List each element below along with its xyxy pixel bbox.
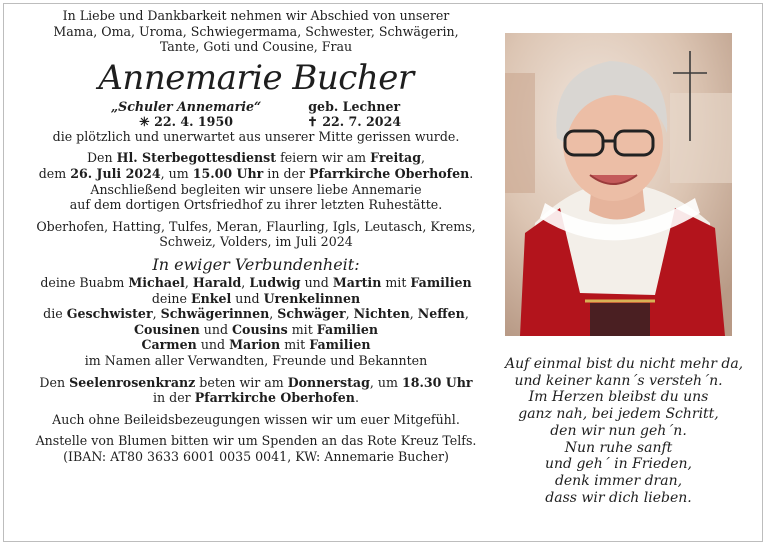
poem-line: dass wir dich lieben. <box>545 489 692 506</box>
portrait-photo <box>505 33 732 336</box>
deceased-name: Annemarie Bucher <box>98 57 414 98</box>
intro-line: Tante, Goti und Cousine, Frau <box>159 39 353 55</box>
poem <box>505 356 744 506</box>
nickname: „Schuler Annemarie“ <box>110 98 262 114</box>
poem-line: denk immer dran, <box>554 472 683 489</box>
birth-name: geb. Lechner <box>308 98 401 114</box>
death-date: ✝ 22. 7. 2024 <box>307 113 402 129</box>
poem-line: den wir nun geh´n. <box>550 422 687 439</box>
funeral-line-3: Anschließend begleiten wir unsere liebe Annemarie <box>90 181 422 197</box>
portrait-image <box>505 33 732 336</box>
intro-line: Mama, Oma, Uroma, Schwiegermama, Schwester, Schwägerin, <box>53 23 459 39</box>
donation-line: Anstelle von Blumen bitten wir um Spenden an das Rote Kreuz Telfs. <box>35 433 477 449</box>
sudden-line: die plötzlich und unerwartet aus unserer Mitte gerissen wurde. <box>52 128 460 144</box>
life-dates <box>6 99 506 129</box>
poem-line: Nun ruhe sanft <box>564 439 673 456</box>
poem-line: und geh´ in Frieden, <box>545 456 692 473</box>
birth-date: ✳ 22. 4. 1950 <box>139 113 233 129</box>
family-heading: In ewiger Verbundenheit: <box>152 254 360 274</box>
family-line-4: Cousinen und Cousins mit Familien <box>133 321 379 337</box>
announcement-text <box>6 8 506 464</box>
place-line: Oberhofen, Hatting, Tulfes, Meran, Flaurling, Igls, Leutasch, Krems, <box>36 218 476 234</box>
donation-line: (IBAN: AT80 3633 6001 0035 0041, KW: Annemarie Bucher) <box>63 448 449 464</box>
poem-line: Auf einmal bist du nicht mehr da, <box>505 356 744 372</box>
family-line-2: deine Enkel und Urenkelinnen <box>151 290 361 306</box>
family-line-5: Carmen und Marion mit Familien <box>141 337 371 353</box>
no-condolence-line: Auch ohne Beileidsbezeugungen wissen wir um euer Mitgefühl. <box>52 411 460 427</box>
funeral-line-2: dem 26. Juli 2024, um 15.00 Uhr in der Pfarrkirche Oberhofen. <box>38 165 474 181</box>
poem-line: Im Herzen bleibst du uns <box>528 389 709 406</box>
place-line: Schweiz, Volders, im Juli 2024 <box>159 234 353 250</box>
family-line-6: im Namen aller Verwandten, Freunde und Bekannten <box>84 352 428 368</box>
funeral-line-4: auf dem dortigen Ortsfriedhof zu ihrer letzten Ruhestätte. <box>69 197 443 213</box>
family-line-3: die Geschwister, Schwägerinnen, Schwäger, Nichten, Neffen, <box>43 306 469 322</box>
poem-line: ganz nah, bei jedem Schritt, <box>518 406 719 423</box>
family-line-1: deine Buabm Michael, Harald, Ludwig und Martin mit Familien <box>40 274 472 290</box>
rosary-line-2: in der Pfarrkirche Oberhofen. <box>153 390 359 406</box>
intro-line: In Liebe und Dankbarkeit nehmen wir Abschied von unserer <box>62 8 450 23</box>
funeral-line-1: Den Hl. Sterbegottesdienst feiern wir am Freitag, <box>86 150 426 166</box>
rosary-line-1: Den Seelenrosenkranz beten wir am Donnerstag, um 18.30 Uhr <box>39 374 473 390</box>
poem-line: und keiner kann´s versteh´n. <box>514 372 723 389</box>
